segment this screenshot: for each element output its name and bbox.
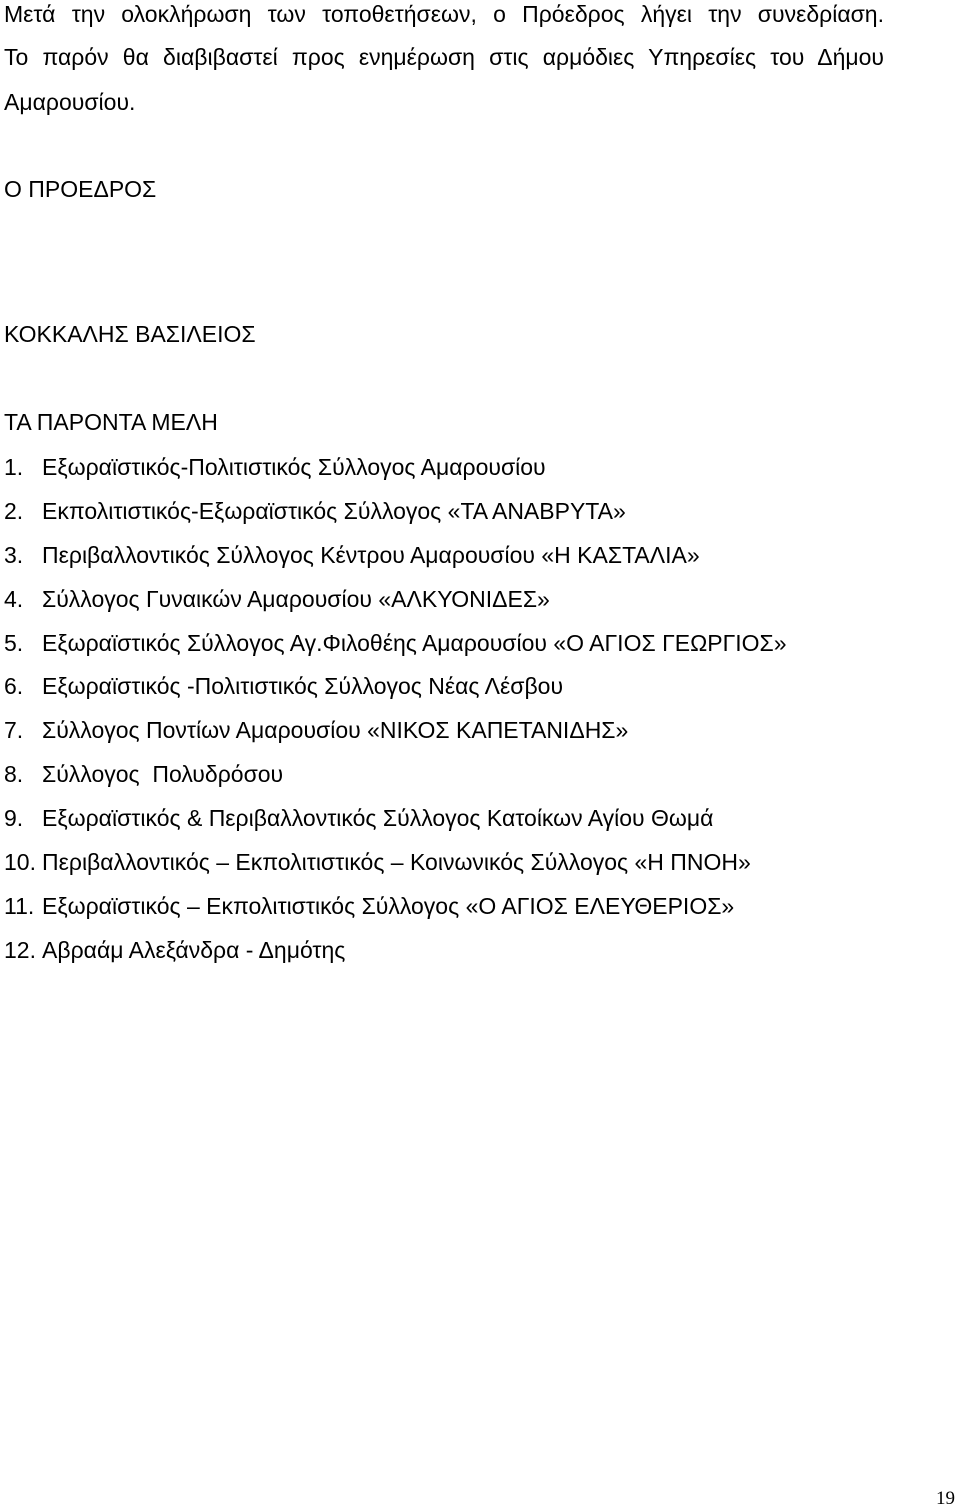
list-item-number: 7. [4,717,24,744]
list-item-number: 1. [4,454,24,480]
list-item [4,453,787,497]
list-item [4,541,787,585]
list-item-number: 10. [4,849,36,876]
list-item [4,892,787,936]
list-item-number: 5. [4,629,24,656]
list-item-number: 4. [4,585,24,612]
list-item-number: 6. [4,673,24,700]
president-name: ΚΟΚΚΑΛΗΣ ΒΑΣΙΛΕΙΟΣ [4,321,256,347]
list-item-text: Εξωραϊστικός-Πολιτιστικός Σύλλογος Αμαρουσίου [42,454,546,480]
list-item-text: Περιβαλλοντικός Σύλλογος Κέντρου Αμαρουσίου «Η ΚΑΣΤΑΛΙΑ» [42,541,700,568]
closing-text-line-3: Αμαρουσίου. [4,89,136,115]
list-item-number: 8. [4,761,24,788]
list-item-text: Εξωραϊστικός -Πολιτιστικός Σύλλογος Νέας Λέσβου [42,673,564,700]
list-item-text: Περιβαλλοντικός – Εκπολιτιστικός – Κοινωνικός Σύλλογος «Η ΠΝΟΗ» [42,849,751,876]
list-item-text: Σύλλογος Γυναικών Αμαρουσίου «ΑΛΚΥΟΝΙΔΕΣ» [42,585,550,612]
list-item-text: Σύλλογος Πολυδρόσου [42,761,284,788]
list-item-number: 2. [4,497,24,524]
members-list [4,453,787,980]
list-item-number: 11. [4,892,35,919]
list-item [4,760,787,804]
list-item [4,804,787,848]
members-heading: ΤΑ ΠΑΡΟΝΤΑ ΜΕΛΗ [4,409,218,435]
closing-text-line-1: Μετά την ολοκλήρωση των τοποθετήσεων, ο Πρόεδρος λήγει την συνεδρίαση. [4,1,884,27]
list-item [4,629,787,673]
list-item-number: 12. [4,936,36,963]
closing-text-line-2: Το παρόν θα διαβιβαστεί προς ενημέρωση στις αρμόδιες Υπηρεσίες του Δήμου [4,44,884,70]
list-item [4,936,787,980]
list-item-number: 3. [4,541,24,568]
page-number: 19 [936,1488,955,1509]
list-item-text: Αβραάμ Αλεξάνδρα - Δημότης [42,936,346,963]
list-item-text: Εκπολιτιστικός-Εξωραϊστικός Σύλλογος «ΤΑ ΑΝΑΒΡΥΤΑ» [42,497,626,524]
list-item [4,716,787,760]
list-item-number: 9. [4,805,24,832]
list-item [4,672,787,716]
list-item-text: Εξωραϊστικός – Εκπολιτιστικός Σύλλογος «Ο ΑΓΙΟΣ ΕΛΕΥΘΕΡΙΟΣ» [42,892,735,919]
list-item-text: Εξωραϊστικός Σύλλογος Αγ.Φιλοθέης Αμαρουσίου «Ο ΑΓΙΟΣ ΓΕΩΡΓΙΟΣ» [42,629,787,656]
president-role: Ο ΠΡΟΕΔΡΟΣ [4,176,157,202]
list-item [4,585,787,629]
list-item-text: Εξωραϊστικός & Περιβαλλοντικός Σύλλογος Κατοίκων Αγίου Θωμά [42,805,714,832]
list-item [4,848,787,892]
list-item-text: Σύλλογος Ποντίων Αμαρουσίου «ΝΙΚΟΣ ΚΑΠΕΤΑΝΙΔΗΣ» [42,717,629,744]
list-item [4,497,787,541]
